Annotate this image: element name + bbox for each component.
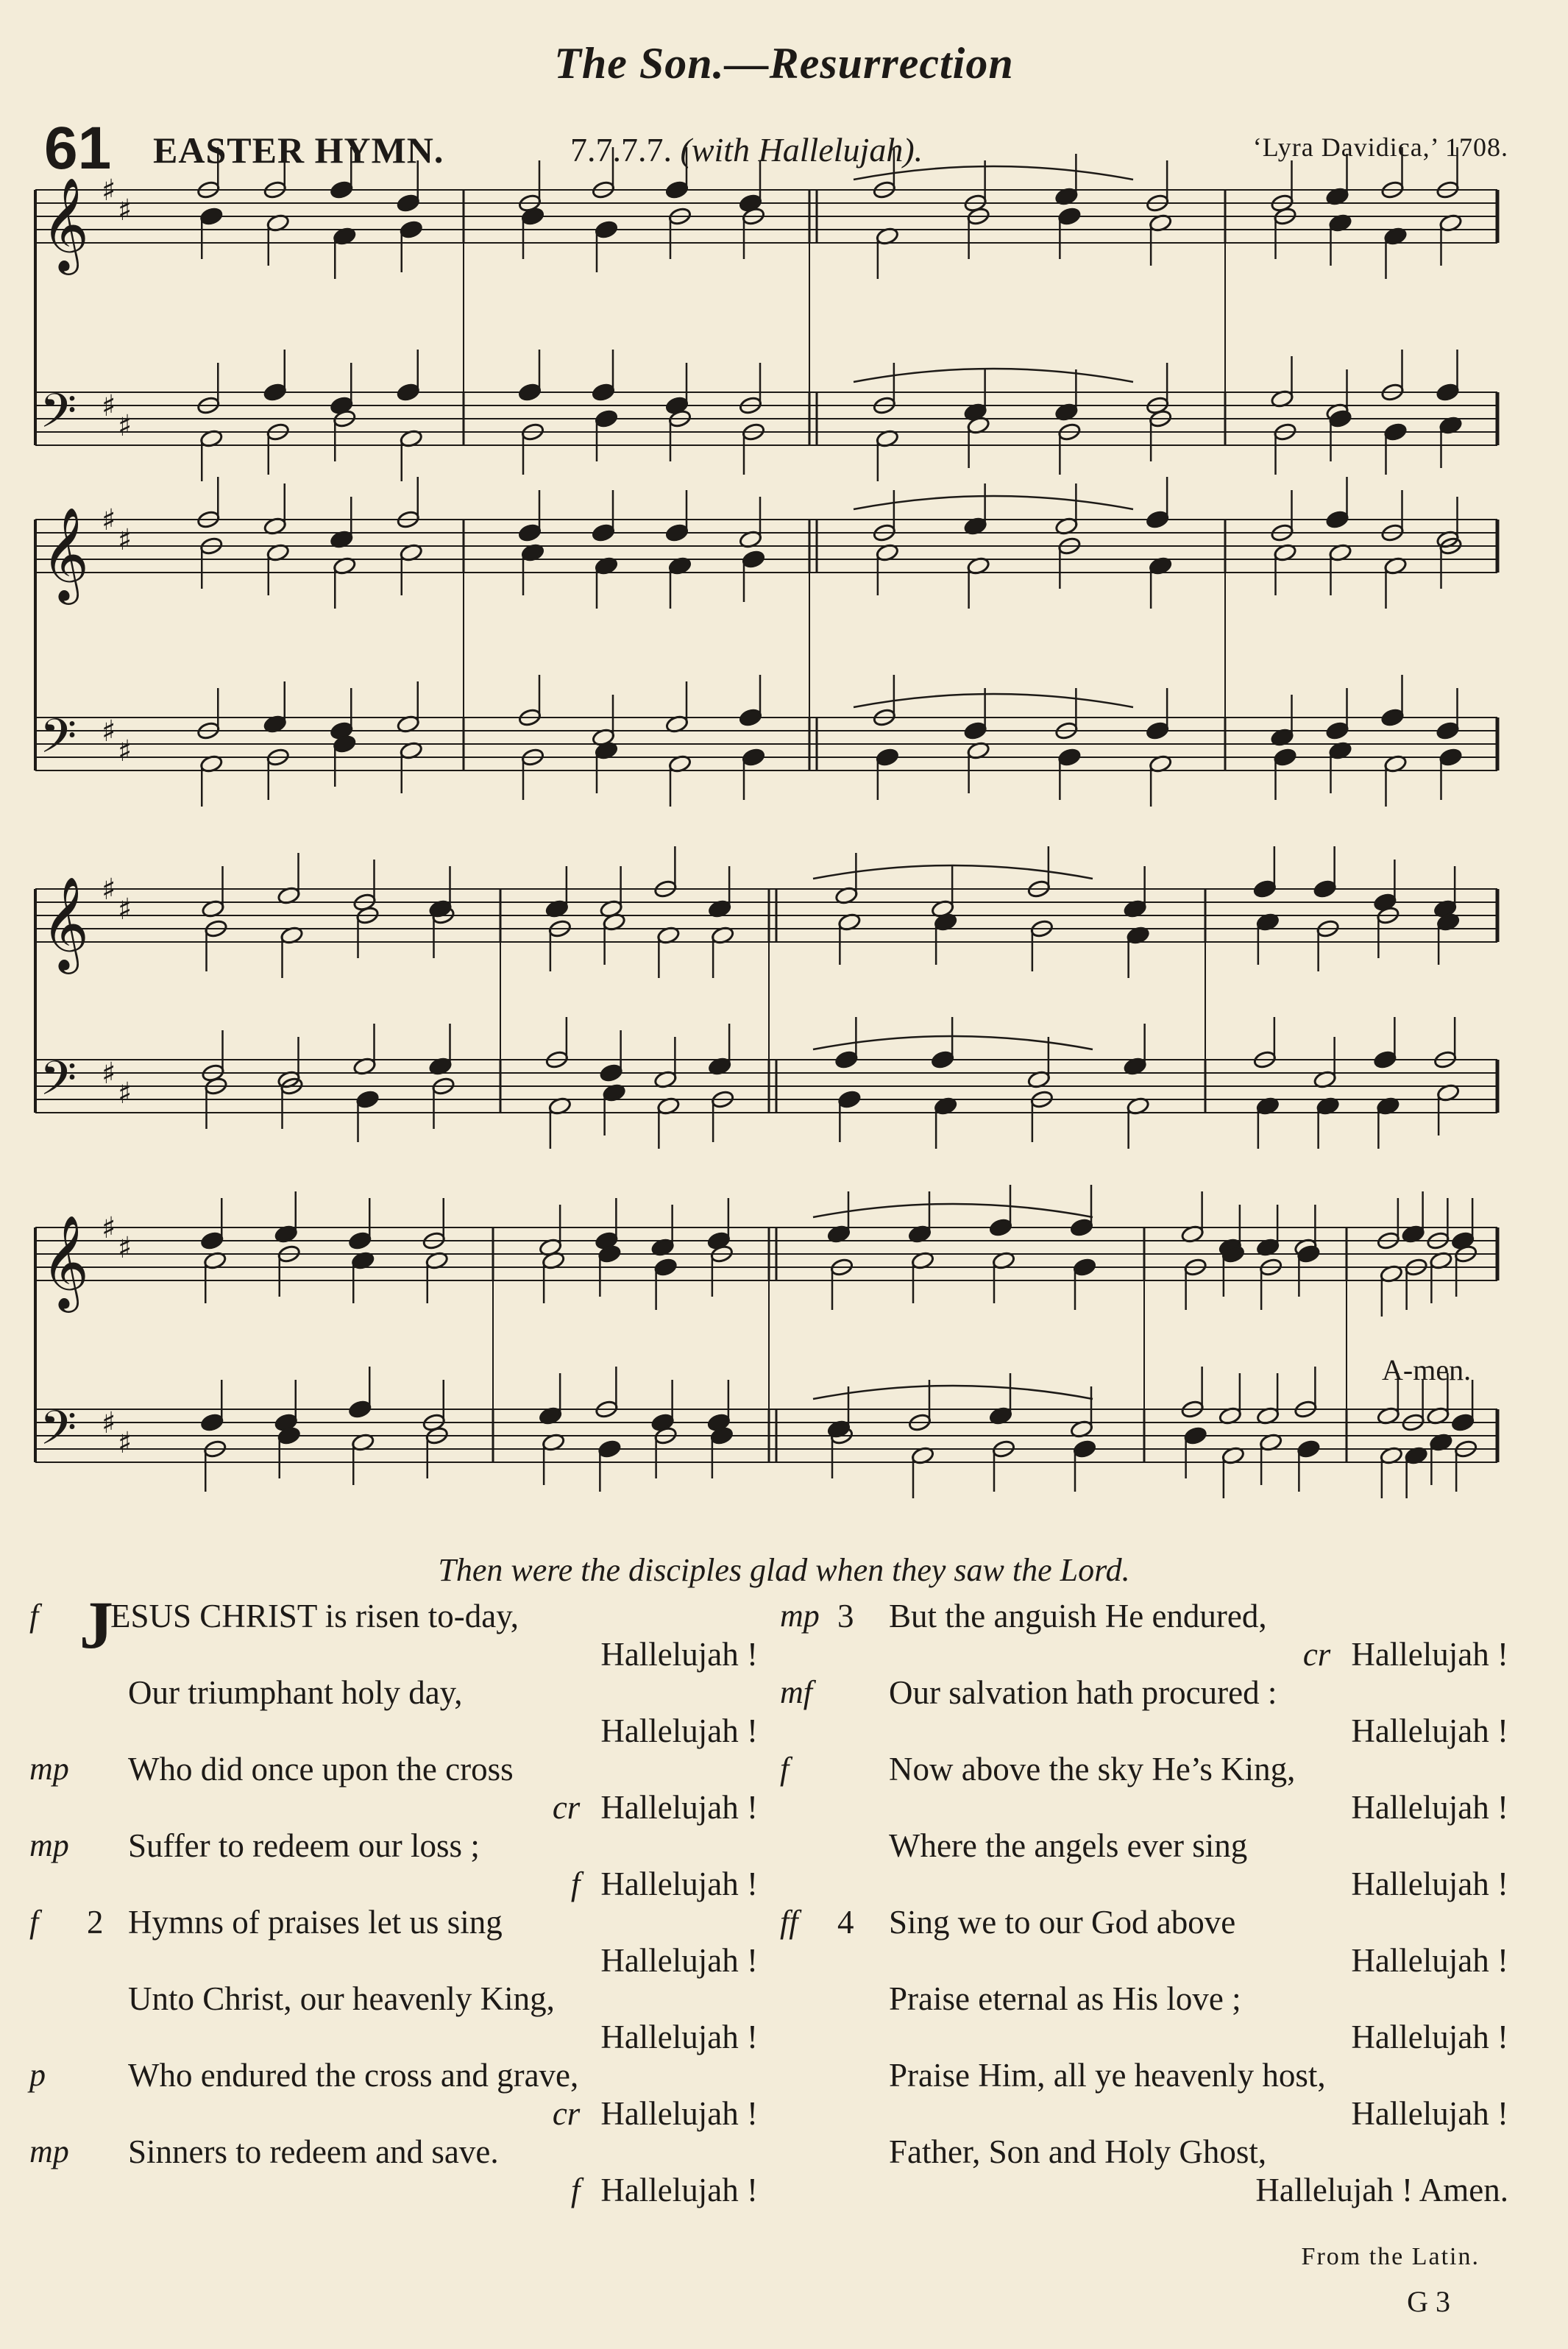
verse-line bbox=[780, 1673, 1508, 1712]
verse-line bbox=[780, 1750, 1508, 1788]
hallelujah-text: Hallelujah ! bbox=[1351, 2095, 1508, 2132]
slur bbox=[854, 166, 1133, 180]
bass-clef-icon: 𝄢 bbox=[40, 1401, 77, 1467]
dynamic-mark: mp bbox=[29, 2133, 69, 2169]
hallelujah-text: Hallelujah ! bbox=[1351, 1636, 1508, 1673]
verse-line bbox=[29, 2018, 758, 2056]
notehead bbox=[592, 383, 615, 402]
verse-line bbox=[780, 1597, 1508, 1635]
verse-text: Praise eternal as His love ; bbox=[889, 1980, 1241, 2017]
verse-line bbox=[29, 1903, 758, 1941]
hallelujah-text: Hallelujah ! bbox=[1351, 1789, 1508, 1826]
hallelujah-refrain bbox=[1351, 1788, 1508, 1827]
notehead bbox=[1183, 1426, 1207, 1445]
verse-text-rest: ESUS CHRIST is risen to-day, bbox=[110, 1598, 519, 1634]
notehead bbox=[1296, 1244, 1320, 1264]
sharp-icon: ♯ bbox=[118, 893, 132, 927]
bass-clef-icon: 𝄢 bbox=[40, 709, 77, 776]
verse-text: Now above the sky He’s King, bbox=[889, 1751, 1296, 1788]
verse-text: Our triumphant holy day, bbox=[128, 1674, 463, 1711]
dynamic-mark: mp bbox=[29, 1827, 69, 1863]
notehead bbox=[397, 194, 420, 213]
dynamic-mark: cr bbox=[552, 1789, 581, 1826]
sharp-icon: ♯ bbox=[118, 1077, 132, 1110]
verse-line bbox=[780, 2133, 1508, 2171]
hallelujah-text: Hallelujah ! bbox=[1351, 2019, 1508, 2055]
dynamic-mark: f bbox=[780, 1751, 790, 1787]
notehead bbox=[1380, 708, 1404, 727]
verse-line bbox=[29, 2056, 758, 2094]
hallelujah-refrain bbox=[1351, 1712, 1508, 1750]
hymn-number: 61 bbox=[44, 115, 112, 182]
hallelujah-refrain bbox=[600, 1635, 758, 1673]
notehead bbox=[1146, 510, 1169, 529]
treble-clef-icon: 𝄞 bbox=[41, 876, 90, 970]
drop-cap: J bbox=[79, 1587, 113, 1662]
verse-number: 4 bbox=[837, 1904, 854, 1941]
verse-line bbox=[29, 1941, 758, 1980]
slur bbox=[813, 1386, 1093, 1399]
hallelujah-refrain bbox=[1255, 2171, 1508, 2209]
verse-text: Praise Him, all ye heavenly host, bbox=[889, 2057, 1326, 2094]
treble-clef-icon: 𝄞 bbox=[41, 177, 90, 271]
scripture-caption: Then were the disciples glad when they saw the Lord. bbox=[438, 1552, 1130, 1588]
sharp-icon: ♯ bbox=[118, 523, 132, 557]
meter-note: (with Hallelujah). bbox=[680, 131, 923, 169]
notehead bbox=[742, 748, 765, 767]
notehead bbox=[200, 1231, 224, 1250]
notehead bbox=[348, 1231, 372, 1250]
notehead bbox=[518, 523, 542, 542]
verse-line bbox=[780, 2056, 1508, 2094]
meter-value: 7.7.7.7. bbox=[570, 131, 672, 169]
verse-text: Unto Christ, our heavenly King, bbox=[128, 1980, 555, 2017]
treble-clef-icon: 𝄞 bbox=[41, 1214, 90, 1308]
verse-line bbox=[29, 1788, 758, 1827]
verse-line bbox=[29, 1980, 758, 2018]
dynamic-mark: f bbox=[29, 1904, 39, 1940]
verse-text: Hymns of praises let us sing bbox=[128, 1904, 503, 1941]
notehead bbox=[1451, 1413, 1475, 1432]
verse-line bbox=[780, 1788, 1508, 1827]
dynamic-mark: p bbox=[29, 2057, 46, 2093]
hallelujah-text: Hallelujah ! bbox=[600, 1866, 758, 1902]
hallelujah-refrain bbox=[1303, 1635, 1508, 1673]
verse-line bbox=[29, 1827, 758, 1865]
notehead bbox=[837, 1090, 861, 1109]
notehead bbox=[199, 207, 223, 226]
notehead bbox=[1436, 383, 1459, 402]
hallelujah-text: Hallelujah ! bbox=[1351, 1942, 1508, 1979]
attribution: From the Latin. bbox=[1301, 2243, 1480, 2270]
verse-number: 3 bbox=[837, 1598, 854, 1634]
dynamic-mark: f bbox=[29, 1598, 39, 1634]
notehead bbox=[653, 1258, 677, 1277]
notehead bbox=[931, 1050, 954, 1069]
verse-text: Where the angels ever sing bbox=[889, 1827, 1248, 1864]
hallelujah-refrain bbox=[600, 1712, 758, 1750]
notehead bbox=[739, 708, 762, 727]
hallelujah-refrain bbox=[600, 1941, 758, 1980]
hallelujah-refrain bbox=[1351, 1941, 1508, 1980]
dynamic-mark: cr bbox=[552, 2095, 581, 2132]
notehead bbox=[665, 180, 689, 199]
verse-text: Our salvation hath procured : bbox=[889, 1674, 1277, 1711]
verse-number: 2 bbox=[87, 1904, 104, 1941]
verse-text: But the anguish He endured, bbox=[889, 1598, 1267, 1634]
verse-line bbox=[29, 2094, 758, 2133]
verse-text: Sinners to redeem and save. bbox=[128, 2133, 499, 2170]
sharp-icon: ♯ bbox=[102, 1057, 116, 1091]
notehead bbox=[1273, 748, 1296, 767]
hallelujah-refrain bbox=[571, 1865, 758, 1903]
dynamic-mark: ff bbox=[780, 1904, 798, 1940]
hallelujah-refrain bbox=[1351, 1865, 1508, 1903]
verse-text: Who did once upon the cross bbox=[128, 1751, 514, 1788]
verse-line bbox=[780, 2018, 1508, 2056]
notehead bbox=[963, 721, 987, 740]
hallelujah-text: Hallelujah ! bbox=[600, 1942, 758, 1979]
hallelujah-text: Hallelujah ! bbox=[600, 1712, 758, 1749]
slur bbox=[813, 1204, 1093, 1217]
notehead bbox=[989, 1218, 1012, 1237]
verse-line bbox=[780, 1941, 1508, 1980]
notehead bbox=[1057, 207, 1081, 226]
slur bbox=[854, 369, 1133, 382]
notehead bbox=[1057, 748, 1081, 767]
notehead bbox=[348, 1400, 372, 1419]
sharp-icon: ♯ bbox=[102, 174, 116, 208]
notehead bbox=[1073, 1258, 1096, 1277]
running-head: The Son.—Resurrection bbox=[554, 39, 1014, 88]
sharp-icon: ♯ bbox=[102, 503, 116, 537]
verse-line bbox=[29, 1865, 758, 1903]
verses-left-column bbox=[29, 1587, 758, 2209]
hallelujah-text: Hallelujah ! bbox=[600, 2172, 758, 2208]
hallelujah-text: Hallelujah ! bbox=[1351, 1866, 1508, 1902]
verse-line bbox=[29, 1673, 758, 1712]
notehead bbox=[595, 220, 618, 239]
verse-line bbox=[780, 1865, 1508, 1903]
notehead bbox=[1325, 510, 1349, 529]
notehead bbox=[330, 180, 353, 199]
sharp-icon: ♯ bbox=[118, 1231, 132, 1265]
hallelujah-text: Hallelujah ! bbox=[600, 1789, 758, 1826]
notehead bbox=[876, 748, 899, 767]
verse-text: Sing we to our God above bbox=[889, 1904, 1236, 1941]
verse-line bbox=[29, 1712, 758, 1750]
hallelujah-refrain bbox=[553, 2094, 758, 2133]
notehead bbox=[1436, 721, 1459, 740]
hallelujah-text: Hallelujah ! bbox=[600, 1636, 758, 1673]
verse-line bbox=[780, 1635, 1508, 1673]
hallelujah-refrain bbox=[600, 2018, 758, 2056]
notehead bbox=[1253, 879, 1277, 899]
notehead bbox=[1296, 1439, 1320, 1459]
notehead bbox=[400, 220, 423, 239]
verse-line bbox=[29, 2133, 758, 2171]
notehead bbox=[1438, 748, 1462, 767]
notehead bbox=[597, 1439, 621, 1459]
slur bbox=[854, 694, 1133, 707]
tune-source: ‘Lyra Davidica,’ 1708. bbox=[1252, 132, 1508, 162]
hallelujah-text: Hallelujah ! bbox=[1351, 1712, 1508, 1749]
sharp-icon: ♯ bbox=[102, 389, 116, 423]
notehead bbox=[834, 1050, 858, 1069]
dynamic-mark: cr bbox=[1302, 1636, 1331, 1673]
hallelujah-text: Hallelujah ! bbox=[600, 2095, 758, 2132]
dynamic-mark: mp bbox=[780, 1598, 820, 1634]
notehead bbox=[397, 383, 420, 402]
amen-label: A-men. bbox=[1382, 1353, 1472, 1386]
sharp-icon: ♯ bbox=[118, 194, 132, 227]
dynamic-mark: mf bbox=[780, 1674, 812, 1710]
dynamic-mark: f bbox=[570, 2172, 581, 2208]
hallelujah-refrain bbox=[571, 2171, 758, 2209]
verse-line bbox=[780, 1827, 1508, 1865]
verse-text: Suffer to redeem our loss ; bbox=[128, 1827, 480, 1864]
notehead bbox=[355, 1090, 379, 1109]
hallelujah-text: Hallelujah ! Amen. bbox=[1255, 2172, 1508, 2208]
verses-right-column bbox=[780, 1597, 1508, 2209]
notehead bbox=[665, 523, 689, 542]
hallelujah-text: Hallelujah ! bbox=[600, 2019, 758, 2055]
sharp-icon: ♯ bbox=[102, 873, 116, 907]
verse-text bbox=[79, 1587, 519, 1662]
notehead bbox=[592, 523, 615, 542]
dynamic-mark: f bbox=[570, 1866, 581, 1902]
sharp-icon: ♯ bbox=[118, 1426, 132, 1460]
sharp-icon: ♯ bbox=[118, 734, 132, 768]
verse-line bbox=[780, 2094, 1508, 2133]
sharp-icon: ♯ bbox=[118, 409, 132, 443]
hallelujah-refrain bbox=[1351, 2094, 1508, 2133]
verse-text: Father, Son and Holy Ghost, bbox=[889, 2133, 1267, 2170]
notehead bbox=[518, 383, 542, 402]
verse-line bbox=[29, 1750, 758, 1788]
bass-clef-icon: 𝄢 bbox=[40, 1052, 77, 1118]
slur bbox=[854, 496, 1133, 509]
notehead bbox=[1328, 409, 1352, 428]
treble-clef-icon: 𝄞 bbox=[41, 506, 90, 600]
notehead bbox=[595, 409, 618, 428]
verse-line bbox=[29, 1635, 758, 1673]
hallelujah-refrain bbox=[553, 1788, 758, 1827]
notehead bbox=[1373, 1050, 1397, 1069]
notehead bbox=[200, 1413, 224, 1432]
notehead bbox=[1325, 721, 1349, 740]
page-signature: G 3 bbox=[1407, 2285, 1450, 2318]
notehead bbox=[599, 1063, 622, 1083]
bass-clef-icon: 𝄢 bbox=[40, 384, 77, 450]
hallelujah-refrain bbox=[1351, 2018, 1508, 2056]
verse-line bbox=[29, 2171, 758, 2209]
notehead bbox=[1313, 879, 1336, 899]
verse-text: Who endured the cross and grave, bbox=[128, 2057, 579, 2094]
dynamic-mark: mp bbox=[29, 1751, 69, 1787]
notehead bbox=[1070, 1218, 1093, 1237]
sharp-icon: ♯ bbox=[102, 715, 116, 748]
verse-line bbox=[780, 1712, 1508, 1750]
verse-line bbox=[780, 1903, 1508, 1941]
notehead bbox=[263, 383, 287, 402]
notehead bbox=[1383, 422, 1407, 442]
tune-name: EASTER HYMN. bbox=[153, 130, 444, 171]
notehead bbox=[1073, 1439, 1096, 1459]
notehead bbox=[742, 550, 765, 569]
sharp-icon: ♯ bbox=[102, 1211, 116, 1245]
sharp-icon: ♯ bbox=[102, 1406, 116, 1440]
verse-line bbox=[780, 2171, 1508, 2209]
verse-line bbox=[780, 1980, 1508, 2018]
notehead bbox=[1146, 721, 1169, 740]
